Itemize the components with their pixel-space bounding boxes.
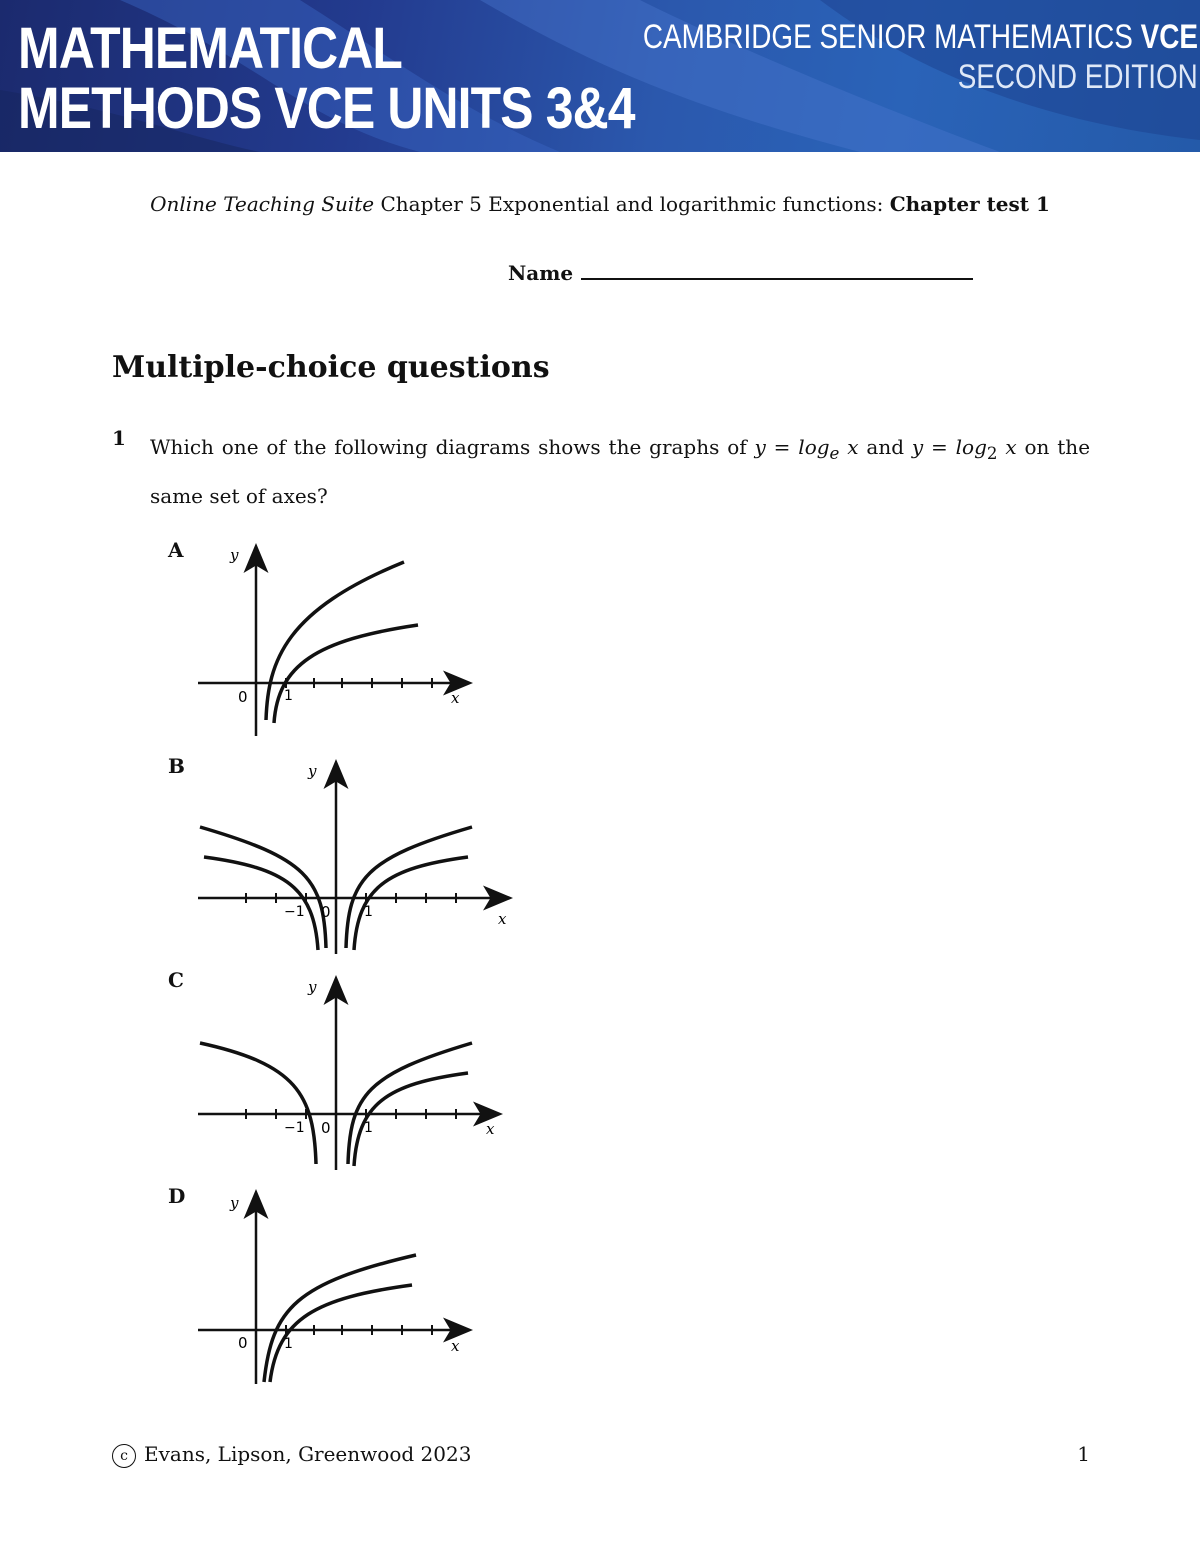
name-label: Name	[508, 261, 574, 285]
y-axis-label: y	[308, 978, 317, 996]
name-field[interactable]	[508, 260, 973, 285]
option-c-graph	[196, 974, 516, 1174]
origin-label: 0	[238, 1334, 248, 1352]
curve-loge	[274, 625, 418, 723]
option-a-label[interactable]: A	[168, 538, 184, 562]
question-number: 1	[112, 426, 126, 450]
header-banner	[0, 0, 1200, 152]
option-b-graph	[196, 758, 516, 958]
origin-label: 0	[238, 688, 248, 706]
page-number: 1	[1077, 1442, 1090, 1466]
tick-label-1: 1	[364, 1120, 373, 1136]
question-text: Which one of the following diagrams shows the graphs of $y = \log_e x$ and $y = \log_2 x$ on the same set of axes?	[150, 435, 1091, 508]
book-title-line1: MATHEMATICAL	[18, 16, 403, 81]
tick-label-minus1: −1	[284, 1120, 305, 1136]
option-c-label[interactable]: C	[168, 968, 184, 992]
copyright-icon: c	[112, 1444, 136, 1468]
x-axis-label: x	[498, 910, 507, 928]
section-title: Multiple-choice questions	[112, 350, 550, 385]
name-blank-line[interactable]	[581, 260, 973, 280]
origin-label: 0	[321, 1119, 331, 1137]
x-axis-label: x	[486, 1120, 495, 1138]
option-d-label[interactable]: D	[168, 1184, 186, 1208]
tick-label-1: 1	[284, 1336, 293, 1352]
option-a-graph	[196, 540, 486, 740]
document-subtitle: Online Teaching Suite Chapter 5 Exponential and logarithmic functions: Chapter test 1	[150, 192, 1050, 216]
option-d-graph	[196, 1188, 486, 1388]
edition-label: SECOND EDITION	[957, 58, 1198, 96]
y-axis-label: y	[230, 1194, 239, 1212]
tick-label-minus1: −1	[284, 904, 305, 920]
tick-label-1: 1	[284, 688, 293, 704]
x-axis-label: x	[451, 1337, 460, 1355]
origin-label: 0	[321, 903, 331, 921]
copyright-footer: c Evans, Lipson, Greenwood 2023	[112, 1442, 471, 1468]
option-b-label[interactable]: B	[168, 754, 185, 778]
series-name: CAMBRIDGE SENIOR MATHEMATICS VCE	[642, 18, 1198, 56]
y-axis-label: y	[308, 762, 317, 780]
x-axis-label: x	[451, 689, 460, 707]
tick-label-1: 1	[364, 904, 373, 920]
book-title-line2: METHODS VCE UNITS 3&4	[18, 76, 635, 141]
y-axis-label: y	[230, 546, 239, 564]
